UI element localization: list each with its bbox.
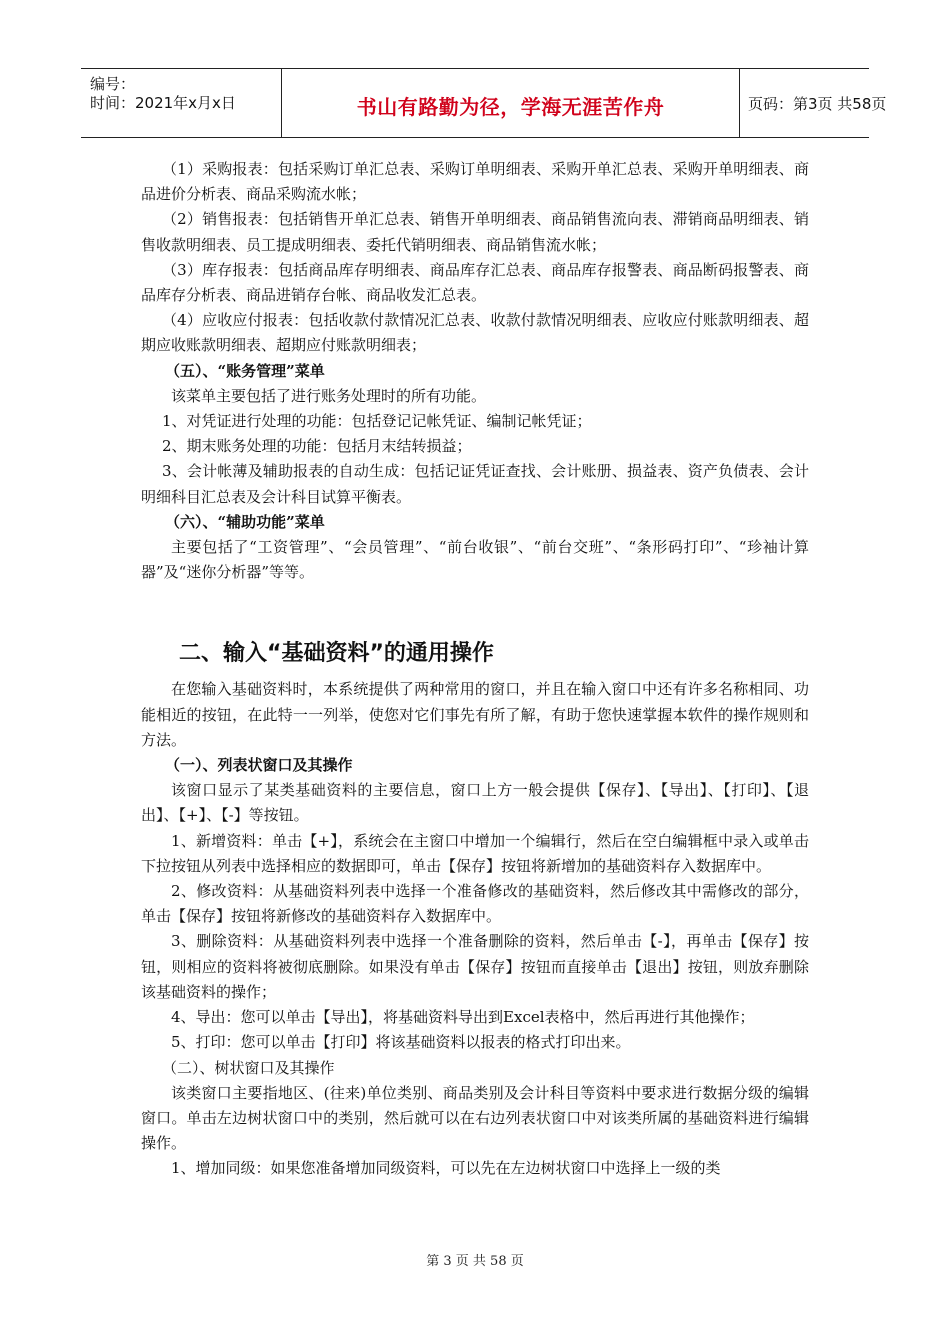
page-footer: 第 3 页 共 58 页 (426, 1254, 524, 1269)
page-header (81, 68, 887, 138)
paragraph-auxiliary: 主要包括了“工资管理”、“会员管理”、“前台收银”、“前台交班”、“条形码打印”、“珍袖计算器”及“迷你分析器”等等。 (141, 538, 809, 582)
paragraph-add-sibling: 1、增加同级：如果您准备增加同级资料，可以先在左边树状窗口中选择上一级的类 (171, 1159, 721, 1178)
paragraph-auto-reports: 3、会计帐薄及辅助报表的自动生成：包括记证凭证查找、会计账册、损益表、资产负债表、会计明细科目汇总表及会计科目试算平衡表。 (141, 462, 809, 506)
paragraph-sales-report: （2）销售报表：包括销售开单汇总表、销售开单明细表、商品销售流向表、滞销商品明细表、销售收款明细表、员工提成明细表、委托代销明细表、商品销售流水帐； (141, 210, 809, 254)
paragraph-period-end: 2、期末账务处理的功能：包括月末结转损益； (162, 437, 472, 456)
paragraph-receivable-report: （4）应收应付报表：包括收款付款情况汇总表、收款付款情况明细表、应收应付账款明细表、超期应收账款明细表、超期应付账款明细表； (141, 311, 809, 355)
header-page-cell (740, 69, 887, 137)
paragraph-voucher: 1、对凭证进行处理的功能：包括登记记帐凭证、编制记帐凭证； (162, 412, 592, 431)
paragraph-basic-data-intro: 在您输入基础资料时，本系统提供了两种常用的窗口，并且在输入窗口中还有许多名称相同、功能相近的按钮，在此特一一列举，使您对它们事先有所了解，有助于您快速掌握本软件的操作规则和方法。 (141, 680, 809, 749)
paragraph-purchase-report: （1）采购报表：包括采购订单汇总表、采购订单明细表、采购开单汇总表、采购开单明细表、商品进价分析表、商品采购流水帐； (141, 160, 809, 204)
paragraph-edit-record: 2、修改资料：从基础资料列表中选择一个准备修改的基础资料，然后修改其中需修改的部分，单击【保存】按钮将新修改的基础资料存入数据库中。 (141, 882, 809, 926)
doc-number-label: 编号： (90, 75, 136, 93)
paragraph-accounting-intro: 该菜单主要包括了进行账务处理时的所有功能。 (171, 386, 487, 405)
heading-tree-window: （二）、树状窗口及其操作 (162, 1058, 335, 1077)
heading-list-window: （一）、列表状窗口及其操作 (165, 756, 353, 775)
page-info: 页码：第3页 共58页 (748, 95, 887, 113)
paragraph-add-record: 1、新增资料：单击【+】，系统会在主窗口中增加一个编辑行，然后在空白编辑框中录入或单击下拉按钮从列表中选择相应的数据即可，单击【保存】按钮将新增加的基础资料存入数据库中。 (141, 831, 809, 875)
section-title: 二、输入“基础资料”的通用操作 (179, 641, 494, 667)
paragraph-delete-record: 3、删除资料：从基础资料列表中选择一个准备删除的资料，然后单击【-】，再单击【保存】按钮，则相应的资料将被彻底删除。如果没有单击【保存】按钮而直接单击【退出】按钮，则放弃删除该基础资料的操作； (141, 932, 809, 1001)
paragraph-tree-window: 该类窗口主要指地区、(往来)单位类别、商品类别及会计科目等资料中要求进行数据分级的编辑窗口。单击左边树状窗口中的类别，然后就可以在右边列表状窗口中对该类所属的基础资料进行编辑操作。 (141, 1083, 809, 1153)
motto: 书山有路勤为径，学海无涯苦作舟 (356, 95, 665, 119)
date-label: 时间：2021年x月x日 (90, 94, 236, 112)
document-body (141, 157, 809, 1182)
header-motto-cell (281, 69, 740, 137)
paragraph-export: 4、导出：您可以单击【导出】，将基础资料导出到Excel表格中，然后再进行其他操作； (171, 1008, 755, 1027)
paragraph-inventory-report: （3）库存报表：包括商品库存明细表、商品库存汇总表、商品库存报警表、商品断码报警表、商品库存分析表、商品进销存台帐、商品收发汇总表。 (141, 260, 809, 305)
paragraph-print: 5、打印：您可以单击【打印】将该基础资料以报表的格式打印出来。 (171, 1033, 631, 1052)
paragraph-list-window: 该窗口显示了某类基础资料的主要信息，窗口上方一般会提供【保存】、【导出】、【打印】、【退出】、【+】、【-】等按钮。 (141, 781, 809, 825)
header-left-cell (81, 69, 281, 137)
heading-auxiliary-menu: （六）、“辅助功能”菜单 (165, 512, 325, 531)
heading-accounting-menu: （五）、“账务管理”菜单 (165, 361, 325, 380)
